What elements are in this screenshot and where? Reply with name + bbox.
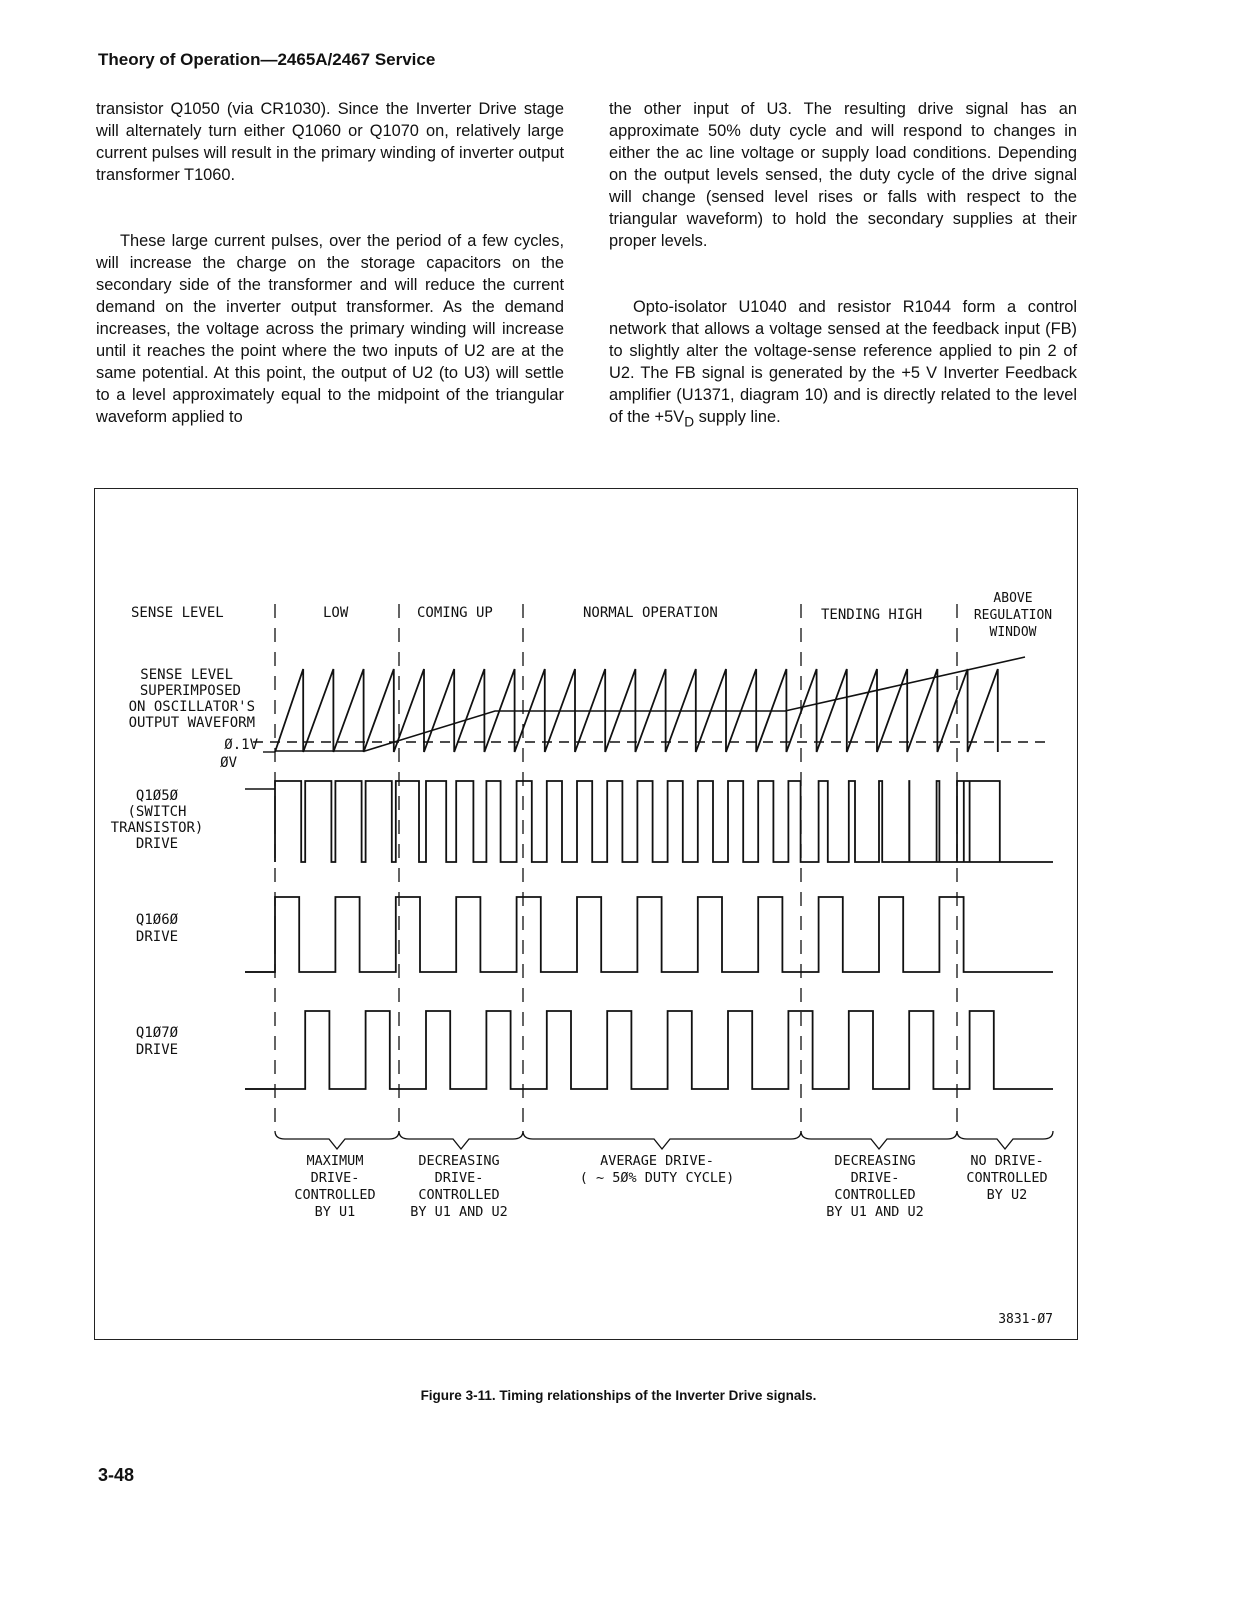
figure-caption: Figure 3-11. Timing relationships of the Inverter Drive signals. [420,1388,817,1403]
page-number: 3-48 [98,1465,135,1485]
note5-line3: BY U2 [986,1187,1028,1203]
q1060-drive-wave [245,897,1053,972]
left-column [96,98,564,448]
note3-line1: AVERAGE DRIVE- [600,1153,714,1169]
region-normal: NORMAL OPERATION [583,605,718,621]
figure-id: 3831-Ø7 [998,1312,1053,1327]
note4-line2: DRIVE- [850,1170,900,1186]
left-paragraph-2: These large current pulses, over the period of a few cycles, will increase the charge on the storage capacitors on the secondary side of the transformer and will reduce the current demand on the inverter output transformer. As the demand increases, the voltage across the primary winding will increase until it reaches the point where the two inputs of U2 are at the same potential. At this point, the output of U2 (to U3) will settle to a level approximately equal to the midpoint of the triangular waveform applied to [96,232,564,426]
drive-brace-3 [523,1131,801,1149]
note5-line1: NO DRIVE- [970,1153,1044,1169]
region-window: WINDOW [989,625,1037,640]
v-0-1-label: Ø.1V [224,737,258,753]
page-header: Theory of Operation—2465A/2467 Service [98,50,436,69]
sense-label-2: SUPERIMPOSED [139,683,241,699]
note5-line2: CONTROLLED [966,1170,1048,1186]
q1050-label-2: (SWITCH [127,804,187,820]
q1050-label-4: DRIVE [135,836,179,852]
right-column [609,98,1077,453]
sense-label-1: SENSE LEVEL [140,667,233,683]
note2-line3: CONTROLLED [418,1187,500,1203]
note1-line3: CONTROLLED [294,1187,376,1203]
region-coming-up: COMING UP [417,605,493,621]
note1-line1: MAXIMUM [306,1153,364,1169]
note4-line3: CONTROLLED [834,1187,916,1203]
region-regulation: REGULATION [973,608,1053,623]
right-paragraph-2-text: Opto-isolator U1040 and resistor R1044 form a control network that allows a voltage sensed at the feedback input (FB) to slightly alter the voltage-sense reference applied to pin 2 of U2. The FB signal is generated by the +5 V Inverter Feedback amplifier (U1371, diagram 10) and is directly related to the level of the +5V [609,298,1077,426]
q1060-label-2: DRIVE [135,929,179,945]
subscript-d: D [684,414,695,430]
region-low: LOW [323,605,349,621]
region-tending-high: TENDING HIGH [821,607,923,623]
note1-line4: BY U1 [314,1204,356,1220]
note4-line4: BY U1 AND U2 [826,1204,924,1220]
right-paragraph-2-tail: supply line. [694,408,781,426]
note2-line2: DRIVE- [434,1170,484,1186]
q1050-label-3: TRANSISTOR) [110,820,204,836]
q1050-drive-wave [275,781,1053,862]
q1070-drive-wave [245,1011,1053,1089]
note2-line1: DECREASING [418,1153,500,1169]
sense-level-title: SENSE LEVEL [131,605,224,621]
sense-label-4: OUTPUT WAVEFORM [128,715,255,731]
sense-label-3: ON OSCILLATOR'S [128,699,255,715]
v-0-label: ØV [220,755,237,771]
right-paragraph-2 [609,296,1077,433]
note3-line2: ( ~ 5Ø% DUTY CYCLE) [579,1170,735,1186]
region-above: ABOVE [993,591,1033,606]
right-paragraph-1: the other input of U3. The resulting drive signal has an approximate 50% duty cycle and will respond to changes in either the ac line voltage or supply load conditions. Depending on the output levels sensed, the duty cycle of the drive signal will change (sensed level rises or falls with respect to the triangular waveform) to hold the secondary supplies at their proper levels. [609,100,1077,250]
drive-brace-1 [275,1131,399,1149]
drive-brace-2 [399,1131,523,1149]
note1-line2: DRIVE- [310,1170,360,1186]
note4-line1: DECREASING [834,1153,916,1169]
q1070-label-1: Q1Ø7Ø [135,1025,179,1041]
waveforms [245,604,1053,1149]
drive-brace-4 [801,1131,957,1149]
drive-brace-5 [957,1131,1053,1149]
q1060-label-1: Q1Ø6Ø [135,912,179,928]
left-paragraph-1: transistor Q1050 (via CR1030). Since the Inverter Drive stage will alternately turn either Q1060 or Q1070 on, relatively large current pulses will result in the primary winding of inverter output transformer T1060. [96,100,564,184]
q1070-label-2: DRIVE [135,1042,179,1058]
timing-diagram [95,489,1079,1341]
note2-line4: BY U1 AND U2 [410,1204,508,1220]
timing-figure [94,488,1078,1340]
q1050-label-1: Q1Ø5Ø [135,788,179,804]
